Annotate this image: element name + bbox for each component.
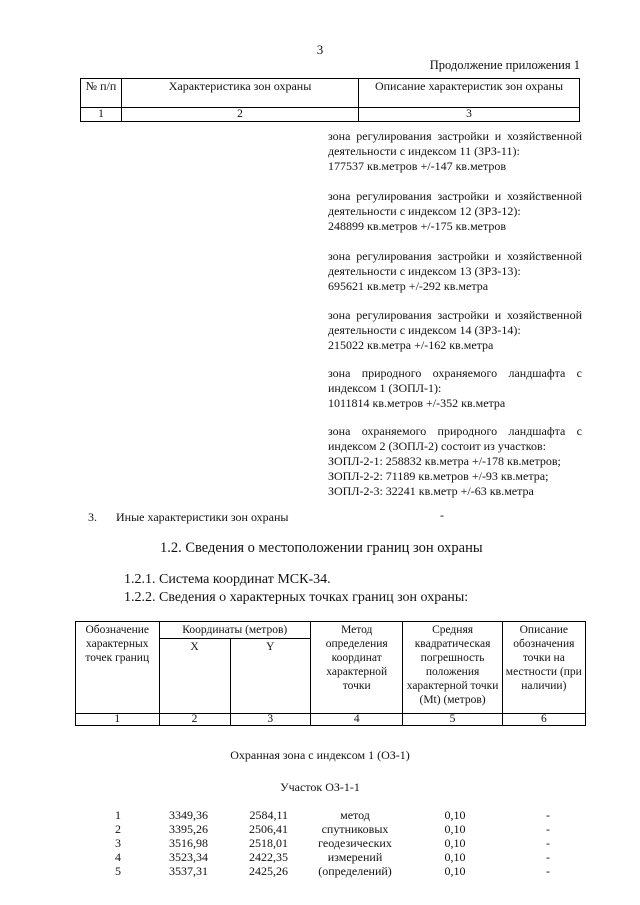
zone-area: 177537 кв.метров +/-147 кв.метров	[328, 159, 507, 173]
col-index-6: 6	[502, 714, 585, 726]
col-index-1: 1	[81, 108, 122, 122]
col-index-1: 1	[76, 714, 160, 726]
continuation-note: Продолжение приложения 1	[429, 58, 580, 72]
point-description: -	[546, 822, 550, 836]
col-coords-header: Координаты (метров)	[159, 622, 310, 639]
col-characteristic-header: Характеристика зон охраны	[122, 79, 359, 108]
item-3	[88, 510, 288, 525]
point-x: 3395,26	[169, 822, 208, 836]
col-index-4: 4	[310, 714, 402, 726]
table-row	[0, 836, 640, 850]
point-error: 0,10	[444, 850, 466, 864]
point-number: 4	[115, 850, 121, 864]
zone-zopl-2	[312, 424, 582, 499]
point-y: 2584,11	[249, 808, 288, 822]
point-x: 3349,36	[169, 808, 208, 822]
point-error: 0,10	[444, 864, 466, 878]
point-error: 0,10	[444, 822, 466, 836]
table-row	[0, 850, 640, 864]
col-y-header: Y	[230, 639, 310, 714]
zone-area: 695621 кв.метр +/-292 кв.метра	[328, 279, 489, 293]
item-3-number: 3.	[88, 510, 97, 524]
point-error: 0,10	[444, 836, 466, 850]
zone-area: 1011814 кв.метров +/-352 кв.метра	[328, 396, 506, 410]
zone-area: 248899 кв.метров +/-175 кв.метров	[328, 219, 507, 233]
zone-zrz-13	[312, 249, 582, 294]
col-number-header: № п/п	[81, 79, 122, 108]
col-designation-header: Обозначение характерных точек границ	[76, 622, 160, 714]
col-index-2: 2	[122, 108, 359, 122]
zone-zrz-12	[312, 189, 582, 234]
section-heading-1-2-1: 1.2.1. Система координат МСК-34.	[124, 572, 331, 587]
section-heading-1-2-2: 1.2.2. Сведения о характерных точках границ зон охраны:	[124, 590, 469, 605]
zone-text: зона природного охраняемого ландшафта с индексом 1 (ЗОПЛ-1):	[328, 366, 582, 395]
point-description: -	[546, 836, 550, 850]
section-heading-1-2: 1.2. Сведения о местоположении границ зон охраны	[160, 540, 483, 556]
zone-zopl-1	[312, 366, 582, 411]
characteristics-table-header	[80, 78, 580, 122]
zone-text: зона регулирования застройки и хозяйственной деятельности с индексом 12 (ЗРЗ-12):	[328, 189, 582, 218]
zone-text: зона регулирования застройки и хозяйственной деятельности с индексом 11 (ЗРЗ-11):	[328, 129, 582, 158]
point-x: 3523,34	[169, 850, 208, 864]
zone-part: ЗОПЛ-2-1: 258832 кв.метра +/-178 кв.метров;	[328, 454, 561, 468]
zone-zrz-14	[312, 308, 582, 353]
point-method: (определений)	[318, 864, 392, 878]
col-description-header: Описание обозначения точки на местности (при наличии)	[502, 622, 585, 714]
col-index-5: 5	[403, 714, 502, 726]
zone-part: ЗОПЛ-2-3: 32241 кв.метр +/-63 кв.метра	[328, 484, 534, 498]
point-description: -	[546, 850, 550, 864]
point-description: -	[546, 808, 550, 822]
point-method: измерений	[327, 850, 383, 864]
col-error-header: Средняя квадратическая погрешность положения характерной точки (Mt) (метров)	[403, 622, 502, 714]
zone-zrz-11	[312, 129, 582, 174]
point-error: 0,10	[444, 808, 466, 822]
col-method-header: Метод определения координат характерной точки	[310, 622, 402, 714]
point-y: 2506,41	[249, 822, 288, 836]
point-y: 2425,26	[249, 864, 288, 878]
item-3-value: -	[440, 508, 444, 522]
point-x: 3516,98	[169, 836, 208, 850]
point-number: 2	[115, 822, 121, 836]
zone-part: ЗОПЛ-2-2: 71189 кв.метров +/-93 кв.метра;	[328, 469, 549, 483]
point-x: 3537,31	[169, 864, 208, 878]
table-row	[0, 808, 640, 822]
point-number: 1	[115, 808, 121, 822]
col-x-header: X	[159, 639, 230, 714]
zone-text: зона охраняемого природного ландшафта с индексом 2 (ЗОПЛ-2) состоит из участков:	[328, 424, 582, 453]
table-row	[0, 864, 640, 878]
col-description-header: Описание характеристик зон охраны	[359, 79, 580, 108]
col-index-3: 3	[359, 108, 580, 122]
point-number: 5	[115, 864, 121, 878]
page-number: 3	[316, 42, 324, 57]
table-row	[0, 822, 640, 836]
point-method: спутниковых	[321, 822, 389, 836]
col-index-3: 3	[230, 714, 310, 726]
points-table-header	[75, 621, 586, 726]
zone-caption: Охранная зона с индексом 1 (ОЗ-1)	[230, 748, 410, 762]
point-description: -	[546, 864, 550, 878]
item-3-text: Иные характеристики зон охраны	[116, 510, 289, 524]
point-y: 2518,01	[249, 836, 288, 850]
point-method: метод	[340, 808, 370, 822]
zone-area: 215022 кв.метра +/-162 кв.метра	[328, 338, 494, 352]
section-caption: Участок ОЗ-1-1	[280, 780, 360, 794]
point-method: геодезических	[318, 836, 392, 850]
zone-text: зона регулирования застройки и хозяйственной деятельности с индексом 13 (ЗРЗ-13):	[328, 249, 582, 278]
zone-text: зона регулирования застройки и хозяйственной деятельности с индексом 14 (ЗРЗ-14):	[328, 308, 582, 337]
point-number: 3	[115, 836, 121, 850]
point-y: 2422,35	[249, 850, 288, 864]
col-index-2: 2	[159, 714, 230, 726]
